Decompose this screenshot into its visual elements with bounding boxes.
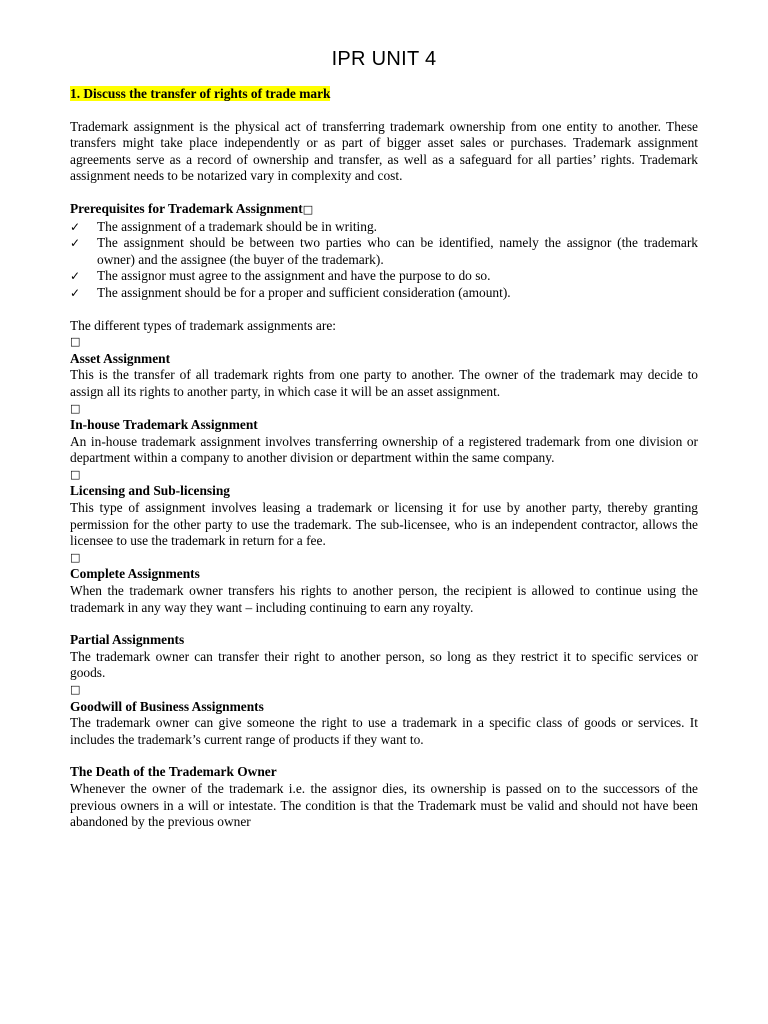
- section-heading: The Death of the Trademark Owner: [70, 764, 277, 780]
- missing-glyph-icon: □: [70, 683, 81, 696]
- prerequisites-heading: [70, 201, 698, 219]
- list-item-text: The assignment should be between two parties who can be identified, namely the assignor (the trademark owner) and the assignee (the buyer of the trademark).: [97, 235, 698, 267]
- missing-glyph-icon: □: [70, 467, 81, 481]
- list-item: [70, 285, 698, 302]
- section-body: The trademark owner can give someone the right to use a trademark in a specific class of goods or services. It includes the trademark’s current range of products if they want to.: [70, 715, 698, 747]
- checkmark-icon: ✓: [70, 219, 81, 234]
- intro-paragraph: Trademark assignment is the physical act of transferring trademark ownership from one entity to another. These transfers might take place independently or as part of bigger asset sales or purchases. Trademark assignment agreements serve as a record of ownership and transfer, as well as a safeguard for all parties’ rights. Trademark assignment needs to be notarized vary in complexity and cost.: [70, 118, 698, 184]
- missing-glyph-icon: □: [70, 335, 81, 349]
- question-highlight: 1. Discuss the transfer of rights of trade mark: [70, 86, 331, 101]
- prerequisites-heading-text: Prerequisites for Trademark Assignment: [70, 200, 303, 216]
- missing-glyph-icon: □: [70, 401, 81, 415]
- list-item: [70, 235, 698, 268]
- checkmark-icon: ✓: [70, 269, 81, 284]
- section-body: Whenever the owner of the trademark i.e. the assignor dies, its ownership is passed on to the successors of the previous owners in a will or intestate. The condition is that the Trademark must be valid and should not have been abandoned by the previous owner: [70, 780, 698, 830]
- types-intro: The different types of trademark assignments are:: [70, 317, 336, 333]
- question-heading: [70, 86, 698, 103]
- section-heading: Goodwill of Business Assignments: [70, 698, 264, 714]
- section-heading: Partial Assignments: [70, 632, 185, 648]
- list-item-text: The assignment of a trademark should be in writing.: [97, 218, 378, 234]
- missing-glyph-icon: □: [70, 550, 81, 564]
- list-item-text: The assignment should be for a proper and sufficient consideration (amount).: [97, 284, 511, 300]
- section-body: This type of assignment involves leasing a trademark or licensing it for use by another party, thereby granting permission for the other party to use the trademark. The sub-licensee, who is an independent contractor, allows the licensee to use the trademark in return for a fee.: [70, 500, 698, 549]
- section-body: When the trademark owner transfers his rights to another person, the recipient is allowed to continue using the trademark in any way they want – including continuing to earn any royalty.: [70, 583, 698, 615]
- section-heading: Complete Assignments: [70, 566, 200, 582]
- section-heading: Licensing and Sub-licensing: [70, 483, 230, 499]
- list-item-text: The assignor must agree to the assignment and have the purpose to do so.: [97, 268, 491, 284]
- section-body: This is the transfer of all trademark rights from one party to another. The owner of the trademark may decide to assign all its rights to another party, in which case it will be an asset assignment.: [70, 367, 698, 399]
- page-title: IPR UNIT 4: [331, 48, 437, 70]
- checkmark-icon: ✓: [70, 236, 81, 251]
- prerequisites-list: [70, 219, 698, 302]
- list-item: [70, 268, 698, 285]
- document-page: [70, 46, 698, 831]
- section-body: The trademark owner can transfer their right to another person, so long as they restrict it to specific services or goods.: [70, 648, 698, 681]
- section-body: An in-house trademark assignment involves transferring ownership of a registered trademark from one division or department within a company to another division or department within the same company.: [70, 433, 698, 466]
- section-heading: Asset Assignment: [70, 350, 171, 366]
- section-heading: In-house Trademark Assignment: [70, 417, 258, 433]
- list-item: [70, 219, 698, 236]
- checkmark-icon: ✓: [70, 285, 81, 300]
- missing-glyph-icon: □: [302, 202, 314, 216]
